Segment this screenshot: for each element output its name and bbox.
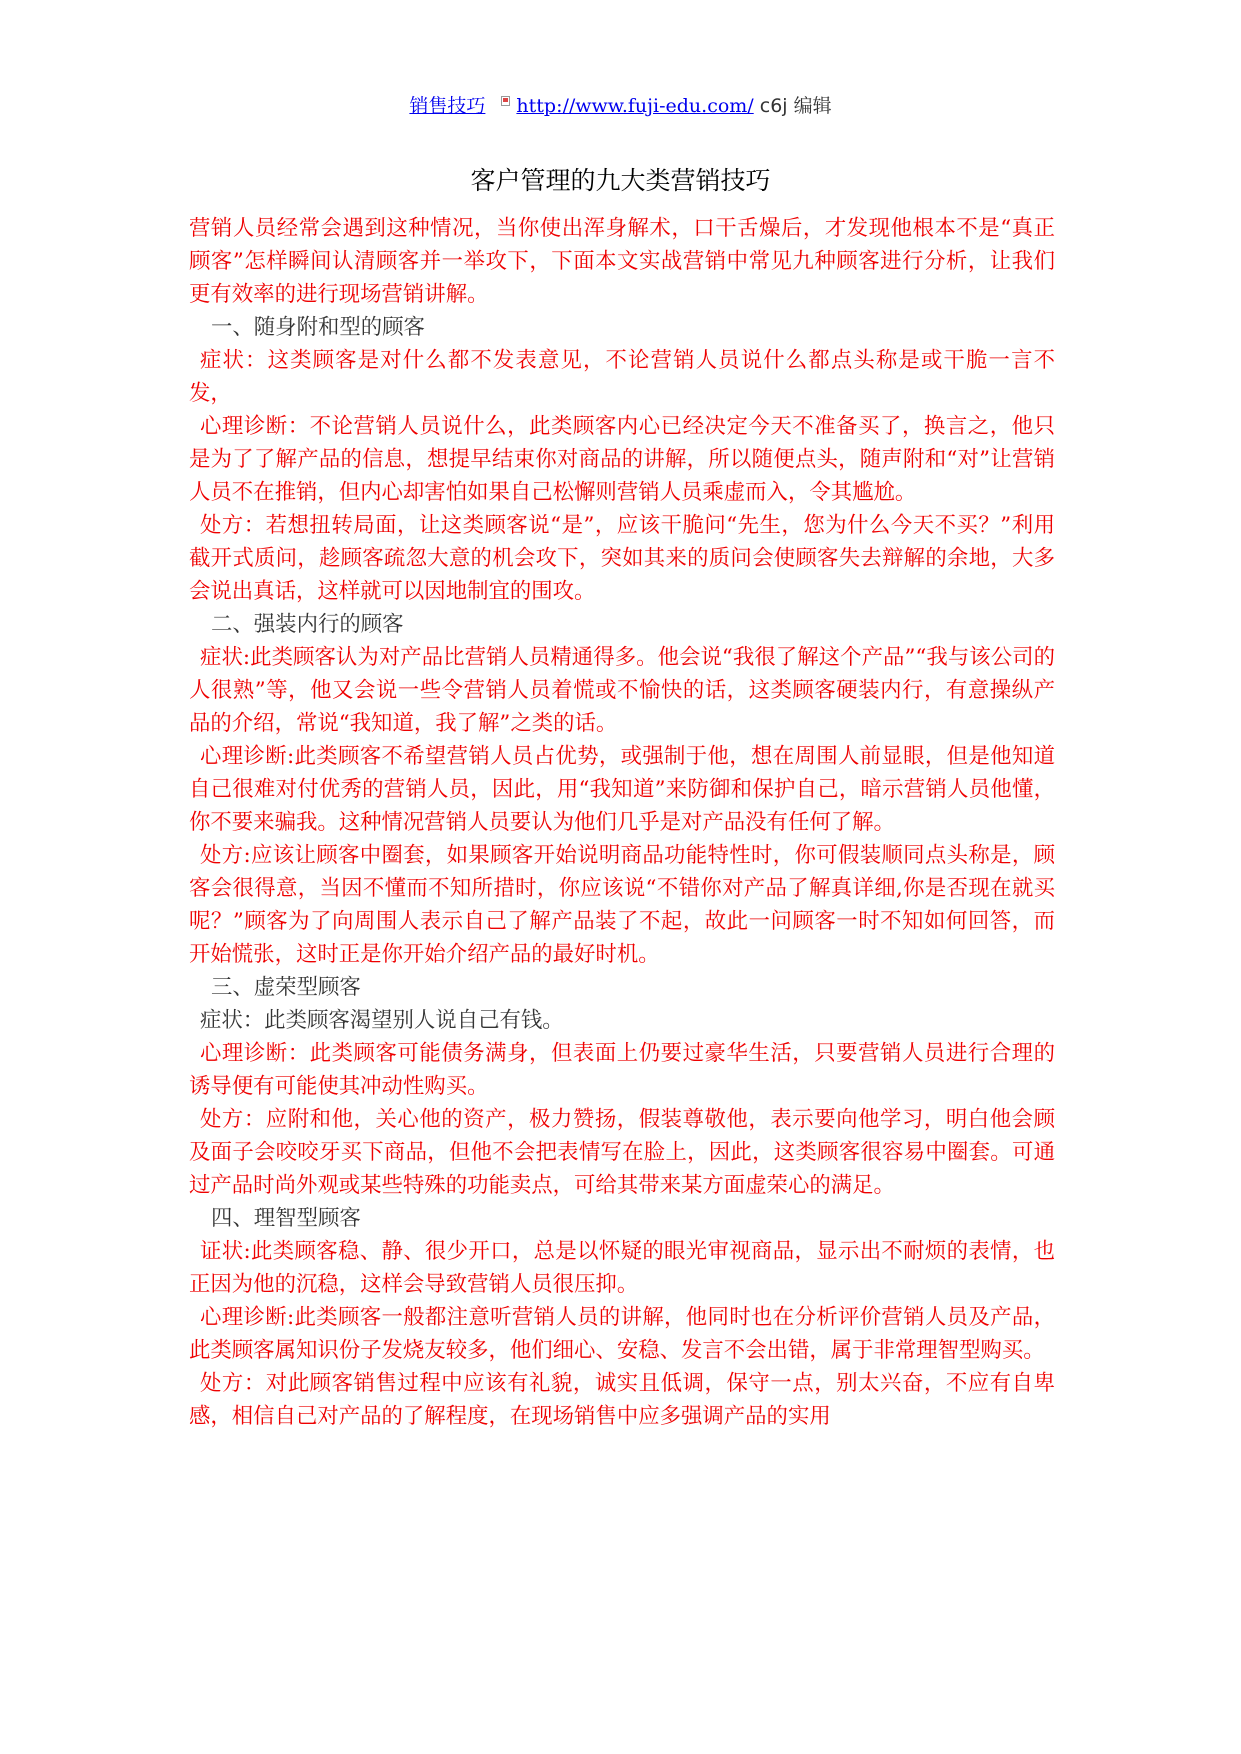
intro-paragraph: 营销人员经常会遇到这种情况，当你使出浑身解术，口干舌燥后，才发现他根本不是“真正顾客”怎样瞬间认清顾客并一举攻下，下面本文实战营销中常见九种顾客进行分析，让我们更有效率的进行现场营销讲解。: [189, 216, 1055, 307]
article-body: [189, 212, 1055, 1433]
document-title: 客户管理的九大类营销技巧: [470, 166, 771, 195]
prescription-paragraph: 处方：应附和他，关心他的资产，极力赞扬，假装尊敬他，表示要向他学习，明白他会顾及面子会咬咬牙买下商品，但他不会把表情写在脸上，因此，这类顾客很容易中圈套。可通过产品时尚外观或某些特殊的功能卖点，可给其带来某方面虚荣心的满足。: [189, 1107, 1055, 1198]
broken-image-icon: [501, 96, 510, 106]
section-heading: 四、理智型顾客: [211, 1206, 361, 1231]
diagnosis-paragraph: 心理诊断：不论营销人员说什么，此类顾客内心已经决定今天不准备买了，换言之，他只是为了了解产品的信息，想提早结束你对商品的讲解，所以随便点头，随声附和“对”让营销人员不在推销，但内心却害怕如果自己松懈则营销人员乘虚而入，令其尴尬。: [189, 414, 1055, 505]
symptom-paragraph: 症状：此类顾客渴望别人说自己有钱。: [200, 1008, 564, 1033]
diagnosis-paragraph: 心理诊断：此类顾客可能债务满身，但表面上仍要过豪华生活，只要营销人员进行合理的诱导便有可能使其冲动性购买。: [189, 1041, 1055, 1099]
diagnosis-paragraph: 心理诊断:此类顾客一般都注意听营销人员的讲解，他同时也在分析评价营销人员及产品，此类顾客属知识份子发烧友较多，他们细心、安稳、发言不会出错，属于非常理智型购买。: [189, 1305, 1055, 1363]
section-heading: 二、强装内行的顾客: [211, 612, 404, 637]
page-header: [0, 92, 1241, 120]
section-heading: 一、随身附和型的顾客: [211, 315, 425, 340]
prescription-paragraph: 处方：对此顾客销售过程中应该有礼貌，诚实且低调，保守一点，别太兴奋，不应有自卑感，相信自己对产品的了解程度，在现场销售中应多强调产品的实用: [189, 1371, 1055, 1429]
section-heading: 三、虚荣型顾客: [211, 975, 361, 1000]
sales-tips-link[interactable]: 销售技巧: [409, 95, 486, 117]
symptom-paragraph: 证状:此类顾客稳、静、很少开口，总是以怀疑的眼光审视商品，显示出不耐烦的表情，也正因为他的沉稳，这样会导致营销人员很压抑。: [189, 1239, 1055, 1297]
symptom-paragraph: 症状:此类顾客认为对产品比营销人员精通得多。他会说“我很了解这个产品”“我与该公司的人很熟”等，他又会说一些令营销人员着慌或不愉快的话，这类顾客硬装内行，有意操纵产品的介绍，常说“我知道，我了解”之类的话。: [189, 645, 1055, 736]
editor-credit: c6j 编辑: [759, 95, 832, 117]
prescription-paragraph: 处方:应该让顾客中圈套，如果顾客开始说明商品功能特性时，你可假装顺同点头称是，顾客会很得意，当因不懂而不知所措时，你应该说“不错你对产品了解真详细,你是否现在就买呢？”顾客为了向周围人表示自己了解产品装了不起，故此一问顾客一时不知如何回答，而开始慌张，这时正是你开始介绍产品的最好时机。: [189, 843, 1055, 967]
prescription-paragraph: 处方：若想扭转局面，让这类顾客说“是”，应该干脆问“先生，您为什么今天不买？”利用截开式质问，趁顾客疏忽大意的机会攻下，突如其来的质问会使顾客失去辩解的余地，大多会说出真话，这样就可以因地制宜的围攻。: [189, 513, 1055, 604]
website-url-link[interactable]: http://www.fuji-edu.com/: [516, 95, 754, 117]
diagnosis-paragraph: 心理诊断:此类顾客不希望营销人员占优势，或强制于他，想在周围人前显眼，但是他知道自己很难对付优秀的营销人员，因此，用“我知道”来防御和保护自己，暗示营销人员他懂，你不要来骗我。这种情况营销人员要认为他们几乎是对产品没有任何了解。: [189, 744, 1055, 835]
symptom-paragraph: 症状：这类顾客是对什么都不发表意见，不论营销人员说什么都点头称是或干脆一言不发，: [189, 348, 1055, 406]
